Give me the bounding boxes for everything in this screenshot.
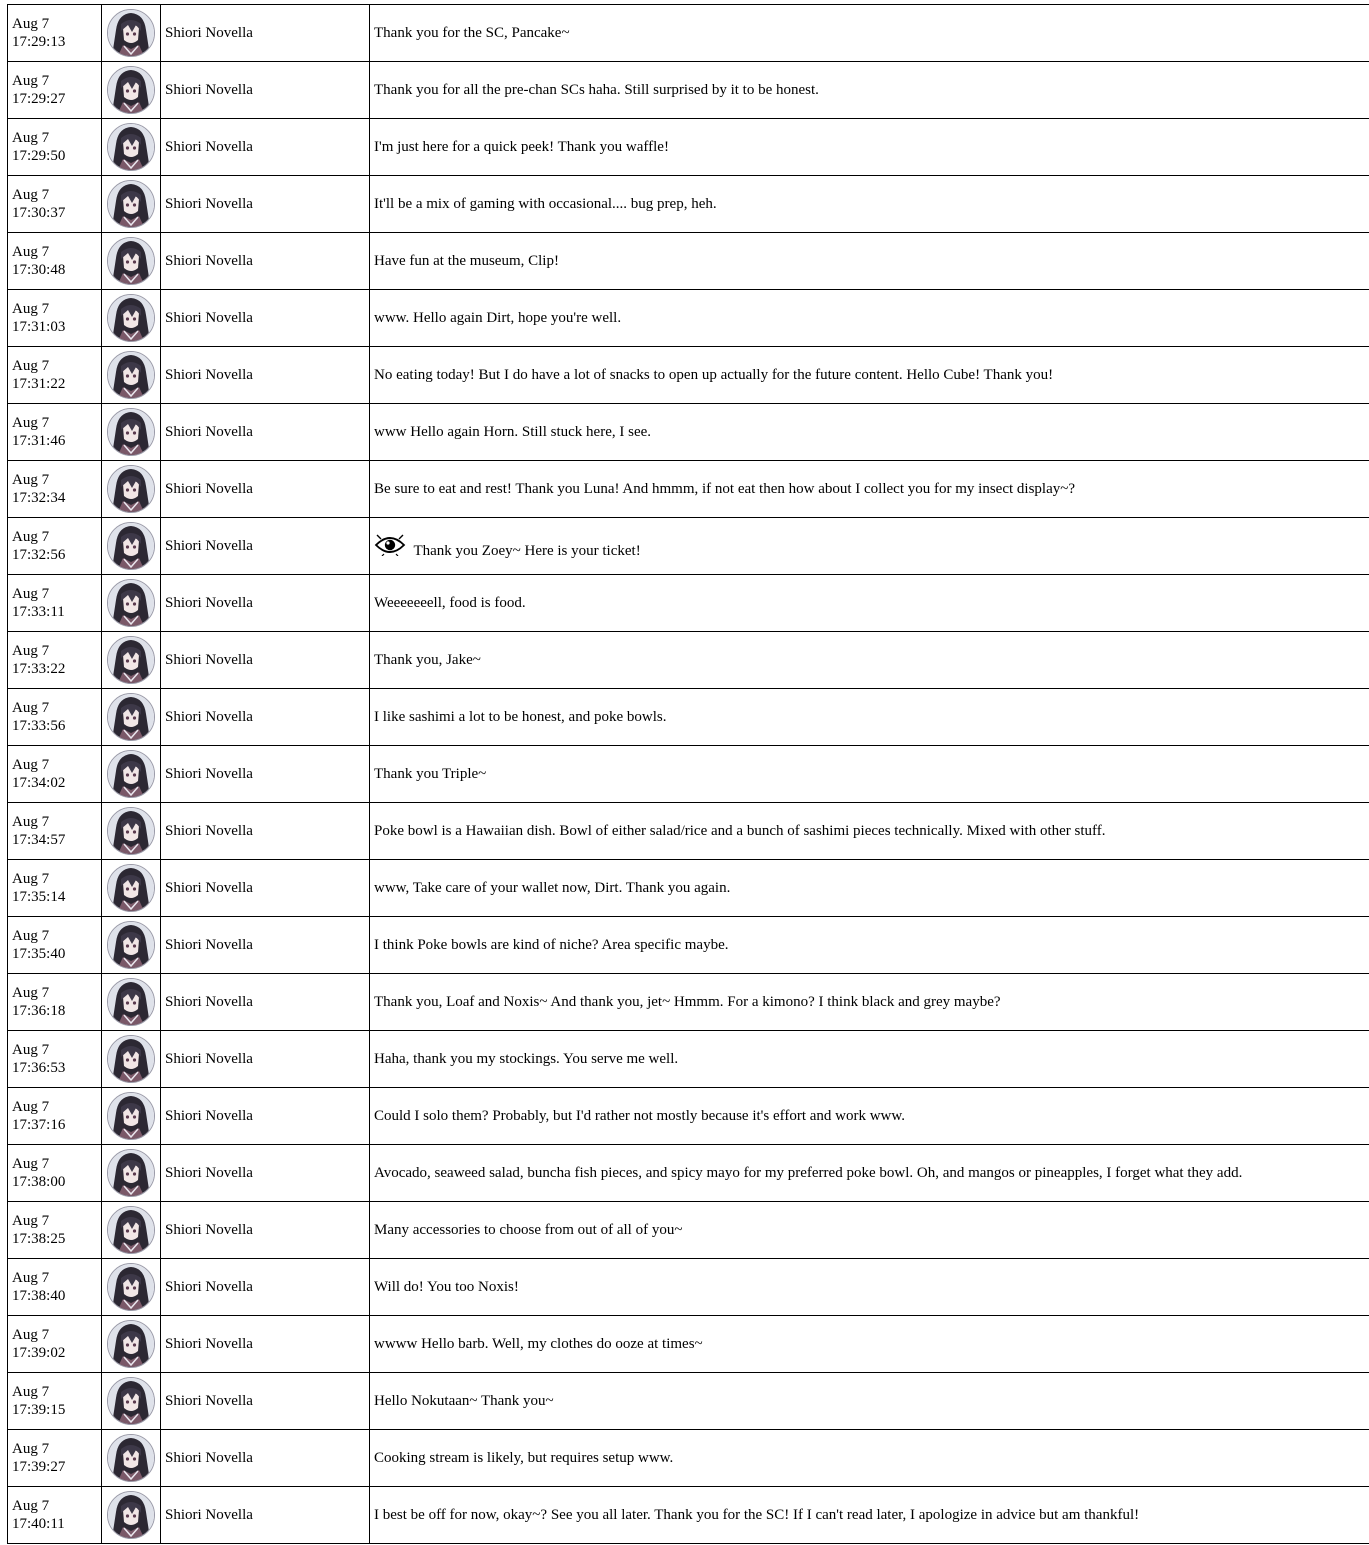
message-row: [8, 1088, 1369, 1145]
message-row: [8, 803, 1369, 860]
message-text: [370, 860, 1369, 917]
avatar-cell: [102, 62, 161, 119]
message-time: 17:34:02: [12, 775, 66, 791]
timestamp-cell: [8, 5, 102, 62]
avatar: [107, 579, 155, 627]
timestamp-cell: [8, 917, 102, 974]
timestamp-cell: [8, 176, 102, 233]
avatar: [107, 1149, 155, 1197]
message-body: Haha, thank you my stockings. You serve me well.: [374, 1051, 679, 1067]
message-date: Aug 7: [12, 1270, 50, 1286]
message-time: 17:29:13: [12, 34, 66, 50]
message-body: No eating today! But I do have a lot of snacks to open up actually for the future content. Hello Cube! Thank you!: [374, 367, 1054, 383]
message-time: 17:38:00: [12, 1174, 66, 1190]
avatar-cell: [102, 1373, 161, 1430]
timestamp-cell: [8, 1259, 102, 1316]
author-name: Shiori Novella: [161, 689, 370, 746]
message-time: 17:33:22: [12, 661, 66, 677]
author-name: Shiori Novella: [161, 1031, 370, 1088]
message-row: [8, 1487, 1369, 1544]
timestamp-cell: [8, 746, 102, 803]
message-body: www. Hello again Dirt, hope you're well.: [374, 310, 622, 326]
avatar: [107, 465, 155, 513]
avatar: [107, 693, 155, 741]
message-date: Aug 7: [12, 130, 50, 146]
message-date: Aug 7: [12, 16, 50, 32]
message-row: [8, 860, 1369, 917]
author-name: Shiori Novella: [161, 233, 370, 290]
avatar: [107, 978, 155, 1026]
author-name: Shiori Novella: [161, 518, 370, 575]
message-body: Will do! You too Noxis!: [374, 1279, 519, 1295]
avatar: [107, 351, 155, 399]
avatar: [107, 1263, 155, 1311]
avatar: [107, 294, 155, 342]
avatar-cell: [102, 1487, 161, 1544]
avatar-cell: [102, 803, 161, 860]
message-text: [370, 1373, 1369, 1430]
chat-log-body: [8, 5, 1369, 1544]
message-text: [370, 1487, 1369, 1544]
author-name: Shiori Novella: [161, 5, 370, 62]
avatar-cell: [102, 176, 161, 233]
message-date: Aug 7: [12, 928, 50, 944]
author-name: Shiori Novella: [161, 176, 370, 233]
message-date: Aug 7: [12, 1099, 50, 1115]
message-text: [370, 974, 1369, 1031]
timestamp-cell: [8, 1430, 102, 1487]
message-text: [370, 1202, 1369, 1259]
message-text: [370, 575, 1369, 632]
message-time: 17:38:40: [12, 1288, 66, 1304]
avatar-cell: [102, 689, 161, 746]
message-time: 17:29:27: [12, 91, 66, 107]
avatar: [107, 1320, 155, 1368]
author-name: Shiori Novella: [161, 803, 370, 860]
author-name: Shiori Novella: [161, 119, 370, 176]
author-name: Shiori Novella: [161, 974, 370, 1031]
timestamp-cell: [8, 1031, 102, 1088]
message-row: [8, 746, 1369, 803]
author-name: Shiori Novella: [161, 632, 370, 689]
message-date: Aug 7: [12, 586, 50, 602]
message-time: 17:33:11: [12, 604, 65, 620]
timestamp-cell: [8, 1088, 102, 1145]
message-date: Aug 7: [12, 73, 50, 89]
message-row: [8, 917, 1369, 974]
message-text: [370, 62, 1369, 119]
author-name: Shiori Novella: [161, 860, 370, 917]
timestamp-cell: [8, 1145, 102, 1202]
author-name: Shiori Novella: [161, 917, 370, 974]
message-time: 17:32:34: [12, 490, 66, 506]
message-date: Aug 7: [12, 358, 50, 374]
timestamp-cell: [8, 974, 102, 1031]
message-text: [370, 461, 1369, 518]
message-date: Aug 7: [12, 1327, 50, 1343]
message-time: 17:30:37: [12, 205, 66, 221]
message-body: Could I solo them? Probably, but I'd rather not mostly because it's effort and work www.: [374, 1108, 905, 1124]
message-row: [8, 233, 1369, 290]
message-time: 17:37:16: [12, 1117, 66, 1133]
message-row: [8, 518, 1369, 575]
avatar-cell: [102, 290, 161, 347]
avatar-cell: [102, 632, 161, 689]
avatar: [107, 1092, 155, 1140]
avatar: [107, 807, 155, 855]
author-name: Shiori Novella: [161, 347, 370, 404]
message-time: 17:36:18: [12, 1003, 66, 1019]
message-date: Aug 7: [12, 1441, 50, 1457]
message-body: Avocado, seaweed salad, buncha fish pieces, and spicy mayo for my preferred poke bowl. Oh, and mangos or pineapples, I forget what they add.: [374, 1165, 1243, 1181]
message-text: [370, 746, 1369, 803]
avatar: [107, 864, 155, 912]
avatar: [107, 921, 155, 969]
message-body: Thank you for the SC, Pancake~: [374, 25, 570, 41]
author-name: Shiori Novella: [161, 1487, 370, 1544]
message-time: 17:31:46: [12, 433, 66, 449]
message-row: [8, 1316, 1369, 1373]
message-date: Aug 7: [12, 415, 50, 431]
message-date: Aug 7: [12, 472, 50, 488]
message-row: [8, 1430, 1369, 1487]
message-body: Thank you Triple~: [374, 766, 487, 782]
message-row: [8, 1145, 1369, 1202]
message-time: 17:35:40: [12, 946, 66, 962]
avatar-cell: [102, 746, 161, 803]
avatar-cell: [102, 461, 161, 518]
message-body: Many accessories to choose from out of all of you~: [374, 1222, 683, 1238]
message-text: [370, 1259, 1369, 1316]
avatar: [107, 408, 155, 456]
timestamp-cell: [8, 803, 102, 860]
timestamp-cell: [8, 689, 102, 746]
message-row: [8, 1259, 1369, 1316]
author-name: Shiori Novella: [161, 461, 370, 518]
message-date: Aug 7: [12, 1384, 50, 1400]
message-date: Aug 7: [12, 1156, 50, 1172]
eye-icon: [374, 532, 406, 561]
message-time: 17:39:15: [12, 1402, 66, 1418]
message-time: 17:31:22: [12, 376, 66, 392]
message-text: [370, 5, 1369, 62]
message-date: Aug 7: [12, 301, 50, 317]
message-body: I best be off for now, okay~? See you all later. Thank you for the SC! If I can't read later, I apologize in advice but am thankful!: [374, 1507, 1140, 1523]
avatar: [107, 1206, 155, 1254]
timestamp-cell: [8, 632, 102, 689]
author-name: Shiori Novella: [161, 1145, 370, 1202]
author-name: Shiori Novella: [161, 1430, 370, 1487]
message-body: www, Take care of your wallet now, Dirt. Thank you again.: [374, 880, 731, 896]
message-row: [8, 461, 1369, 518]
message-date: Aug 7: [12, 814, 50, 830]
message-text: [370, 1031, 1369, 1088]
message-date: Aug 7: [12, 985, 50, 1001]
avatar: [107, 1377, 155, 1425]
author-name: Shiori Novella: [161, 1259, 370, 1316]
avatar: [107, 9, 155, 57]
avatar-cell: [102, 860, 161, 917]
message-date: Aug 7: [12, 187, 50, 203]
message-text: [370, 1088, 1369, 1145]
avatar: [107, 66, 155, 114]
message-body: Thank you, Jake~: [374, 652, 481, 668]
author-name: Shiori Novella: [161, 62, 370, 119]
message-body: It'll be a mix of gaming with occasional.... bug prep, heh.: [374, 196, 717, 212]
message-text: [370, 176, 1369, 233]
timestamp-cell: [8, 290, 102, 347]
message-row: [8, 575, 1369, 632]
timestamp-cell: [8, 1373, 102, 1430]
message-time: 17:35:14: [12, 889, 66, 905]
author-name: Shiori Novella: [161, 746, 370, 803]
author-name: Shiori Novella: [161, 1202, 370, 1259]
message-time: 17:29:50: [12, 148, 66, 164]
message-time: 17:34:57: [12, 832, 66, 848]
timestamp-cell: [8, 461, 102, 518]
timestamp-cell: [8, 233, 102, 290]
message-row: [8, 176, 1369, 233]
message-date: Aug 7: [12, 700, 50, 716]
timestamp-cell: [8, 1487, 102, 1544]
avatar-cell: [102, 1088, 161, 1145]
message-time: 17:30:48: [12, 262, 66, 278]
message-body: Weeeeeeell, food is food.: [374, 595, 526, 611]
message-body: Cooking stream is likely, but requires setup www.: [374, 1450, 674, 1466]
avatar-cell: [102, 5, 161, 62]
avatar-cell: [102, 1202, 161, 1259]
avatar: [107, 522, 155, 570]
message-text: [370, 1430, 1369, 1487]
message-body: Thank you Zoey~ Here is your ticket!: [413, 542, 641, 559]
message-time: 17:32:56: [12, 547, 66, 563]
message-body: Thank you, Loaf and Noxis~ And thank you, jet~ Hmmm. For a kimono? I think black and grey maybe?: [374, 994, 1001, 1010]
author-name: Shiori Novella: [161, 1316, 370, 1373]
avatar: [107, 237, 155, 285]
avatar: [107, 1434, 155, 1482]
avatar: [107, 750, 155, 798]
avatar-cell: [102, 974, 161, 1031]
message-text: [370, 917, 1369, 974]
message-row: [8, 632, 1369, 689]
message-text: [370, 518, 1369, 575]
message-time: 17:38:25: [12, 1231, 66, 1247]
avatar: [107, 636, 155, 684]
message-text: [370, 347, 1369, 404]
message-body: Thank you for all the pre-chan SCs haha. Still surprised by it to be honest.: [374, 82, 819, 98]
message-date: Aug 7: [12, 1042, 50, 1058]
message-row: [8, 1031, 1369, 1088]
message-date: Aug 7: [12, 244, 50, 260]
timestamp-cell: [8, 860, 102, 917]
message-time: 17:33:56: [12, 718, 66, 734]
author-name: Shiori Novella: [161, 290, 370, 347]
message-text: [370, 803, 1369, 860]
message-body: Be sure to eat and rest! Thank you Luna! And hmmm, if not eat then how about I collect you for my insect display~?: [374, 481, 1076, 497]
avatar-cell: [102, 575, 161, 632]
timestamp-cell: [8, 119, 102, 176]
timestamp-cell: [8, 1316, 102, 1373]
message-body: www Hello again Horn. Still stuck here, I see.: [374, 424, 652, 440]
avatar-cell: [102, 1145, 161, 1202]
message-time: 17:39:27: [12, 1459, 66, 1475]
message-date: Aug 7: [12, 871, 50, 887]
timestamp-cell: [8, 518, 102, 575]
message-body: Poke bowl is a Hawaiian dish. Bowl of either salad/rice and a bunch of sashimi pieces technically. Mixed with other stuff.: [374, 823, 1106, 839]
message-row: [8, 404, 1369, 461]
timestamp-cell: [8, 62, 102, 119]
message-body: I like sashimi a lot to be honest, and poke bowls.: [374, 709, 667, 725]
author-name: Shiori Novella: [161, 1088, 370, 1145]
message-row: [8, 347, 1369, 404]
avatar-cell: [102, 1430, 161, 1487]
author-name: Shiori Novella: [161, 1373, 370, 1430]
avatar: [107, 1035, 155, 1083]
message-text: [370, 1145, 1369, 1202]
message-row: [8, 974, 1369, 1031]
message-row: [8, 119, 1369, 176]
message-row: [8, 1202, 1369, 1259]
avatar-cell: [102, 233, 161, 290]
message-body: Hello Nokutaan~ Thank you~: [374, 1393, 554, 1409]
message-row: [8, 5, 1369, 62]
chat-log-table: [7, 4, 1369, 1544]
avatar-cell: [102, 917, 161, 974]
timestamp-cell: [8, 1202, 102, 1259]
message-text: [370, 689, 1369, 746]
message-text: [370, 290, 1369, 347]
avatar-cell: [102, 404, 161, 461]
message-date: Aug 7: [12, 757, 50, 773]
message-row: [8, 1373, 1369, 1430]
message-time: 17:36:53: [12, 1060, 66, 1076]
avatar-cell: [102, 518, 161, 575]
avatar-cell: [102, 1259, 161, 1316]
message-date: Aug 7: [12, 529, 50, 545]
message-date: Aug 7: [12, 1498, 50, 1514]
message-text: [370, 1316, 1369, 1373]
author-name: Shiori Novella: [161, 575, 370, 632]
message-text: [370, 233, 1369, 290]
avatar-cell: [102, 347, 161, 404]
message-body: I think Poke bowls are kind of niche? Area specific maybe.: [374, 937, 729, 953]
avatar-cell: [102, 1316, 161, 1373]
message-body: Have fun at the museum, Clip!: [374, 253, 559, 269]
timestamp-cell: [8, 404, 102, 461]
message-row: [8, 62, 1369, 119]
message-text: [370, 404, 1369, 461]
avatar: [107, 1491, 155, 1539]
avatar-cell: [102, 1031, 161, 1088]
author-name: Shiori Novella: [161, 404, 370, 461]
message-time: 17:31:03: [12, 319, 66, 335]
message-row: [8, 689, 1369, 746]
avatar: [107, 123, 155, 171]
message-date: Aug 7: [12, 643, 50, 659]
message-text: [370, 119, 1369, 176]
message-row: [8, 290, 1369, 347]
message-text: [370, 632, 1369, 689]
message-body: wwww Hello barb. Well, my clothes do ooze at times~: [374, 1336, 703, 1352]
message-time: 17:40:11: [12, 1516, 65, 1532]
message-date: Aug 7: [12, 1213, 50, 1229]
timestamp-cell: [8, 347, 102, 404]
avatar: [107, 180, 155, 228]
avatar-cell: [102, 119, 161, 176]
message-time: 17:39:02: [12, 1345, 66, 1361]
message-body: I'm just here for a quick peek! Thank you waffle!: [374, 139, 669, 155]
timestamp-cell: [8, 575, 102, 632]
